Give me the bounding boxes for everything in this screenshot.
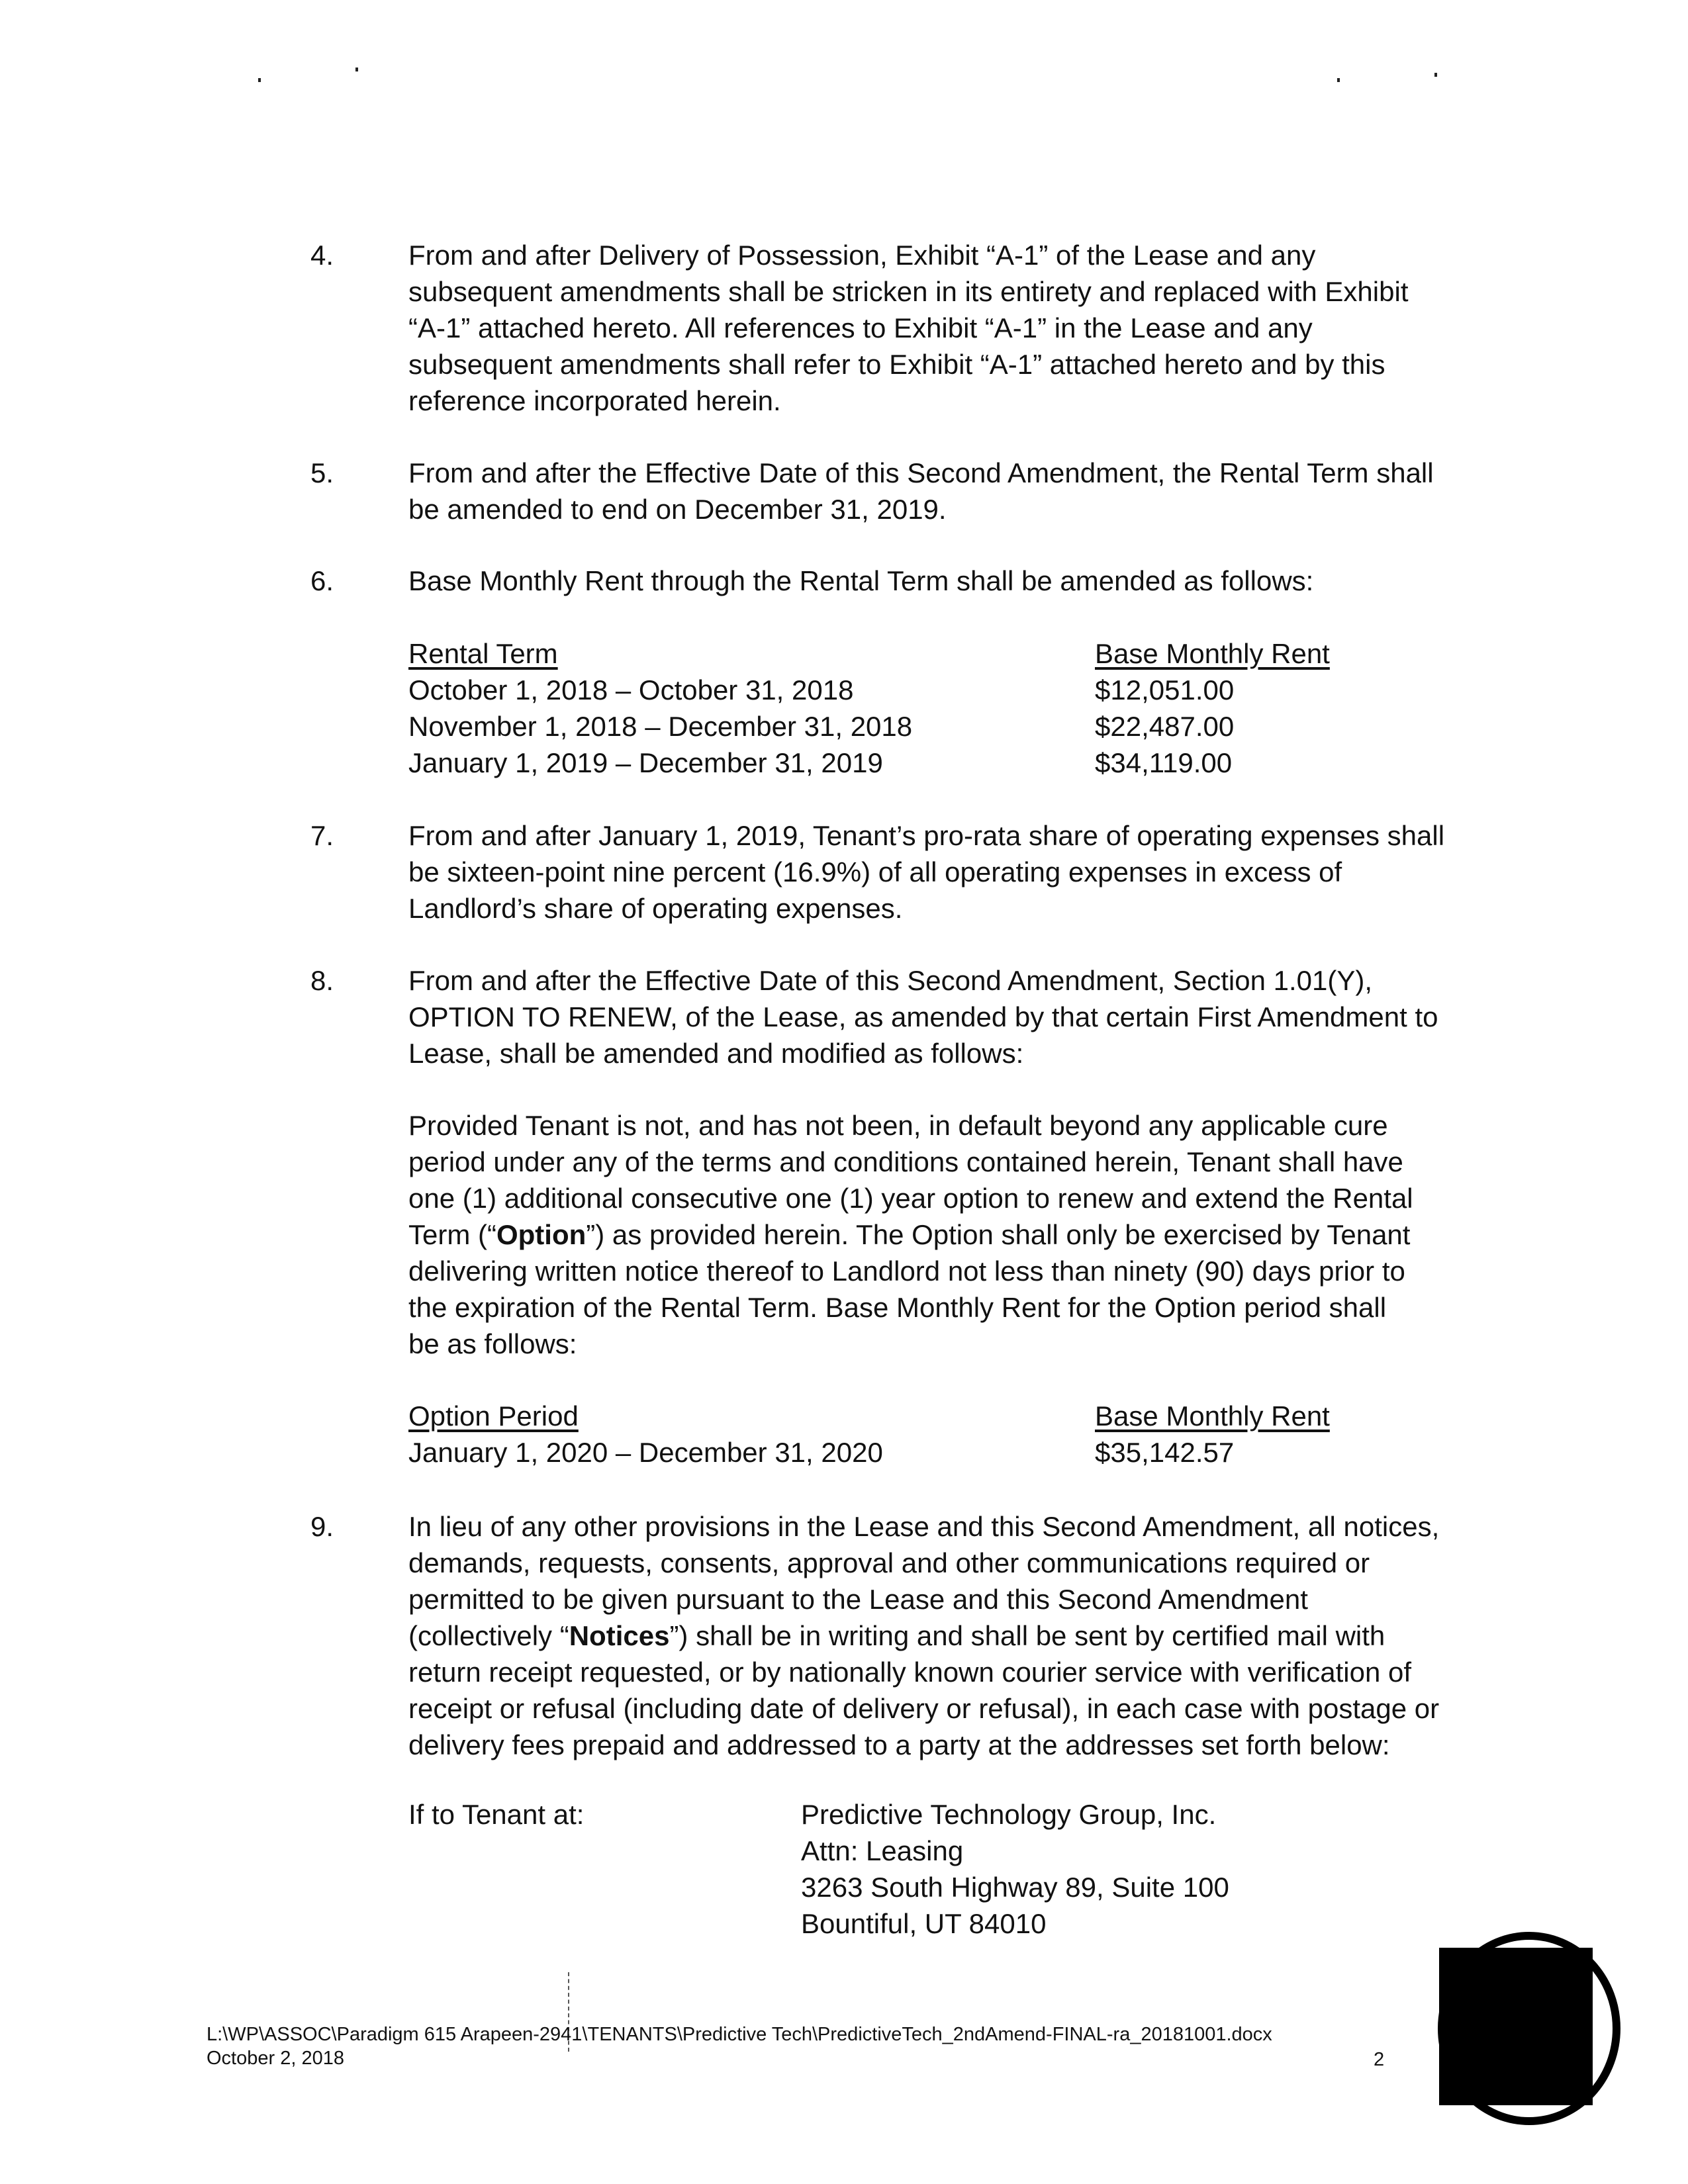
option-table: [408, 1398, 883, 1471]
item-number: 6.: [310, 565, 334, 596]
footer-date: October 2, 2018: [207, 2048, 344, 2069]
paragraph-line: “A-1” attached hereto. All references to Exhibit “A-1” in the Lease and any: [408, 312, 1313, 343]
item-number: 5.: [310, 457, 334, 488]
bold-term: Option: [496, 1219, 586, 1250]
paragraph-line: the expiration of the Rental Term. Base Monthly Rent for the Option period shall: [408, 1292, 1387, 1323]
paragraph-line: reference incorporated herein.: [408, 385, 781, 416]
paragraph-line: demands, requests, consents, approval and other communications required or: [408, 1547, 1370, 1578]
item-paragraph: [408, 962, 1438, 1071]
paragraph-line: From and after the Effective Date of this Second Amendment, the Rental Term shall: [408, 457, 1434, 488]
footer-page-number: 2: [1374, 2049, 1385, 2070]
option-paragraph: [408, 1107, 1413, 1362]
paragraph-line: receipt or refusal (including date of delivery or refusal), in each case with postage or: [408, 1693, 1440, 1724]
paragraph-line: From and after January 1, 2019, Tenant’s pro-rata share of operating expenses shall: [408, 820, 1445, 851]
item-paragraph: [408, 237, 1408, 419]
paragraph-line: Lease, shall be amended and modified as follows:: [408, 1038, 1024, 1069]
paragraph-line: subsequent amendments shall refer to Exhibit “A-1” attached hereto and by this: [408, 349, 1385, 380]
address-line: Bountiful, UT 84010: [801, 1908, 1047, 1939]
option-table-amounts: [1095, 1398, 1330, 1471]
paragraph-line: be sixteen-point nine percent (16.9%) of all operating expenses in excess of: [408, 856, 1342, 887]
paragraph-line: return receipt requested, or by nationally known courier service with verification of: [408, 1657, 1412, 1688]
paragraph-line: (collectively “Notices”) shall be in writing and shall be sent by certified mail with: [408, 1620, 1385, 1651]
paragraph-line: period under any of the terms and conditions contained herein, Tenant shall have: [408, 1146, 1403, 1177]
rent-table-header-rent: Base Monthly Rent: [1095, 638, 1330, 669]
rent-table-row-amount: $22,487.00: [1095, 711, 1235, 742]
paragraph-line: From and after the Effective Date of this Second Amendment, Section 1.01(Y),: [408, 965, 1372, 996]
bold-term: Notices: [569, 1620, 670, 1651]
rent-table-row-term: November 1, 2018 – December 31, 2018: [408, 711, 913, 742]
paragraph-line: Base Monthly Rent through the Rental Term shall be amended as follows:: [408, 565, 1314, 596]
notice-label: If to Tenant at:: [408, 1799, 585, 1830]
item-paragraph: [408, 817, 1444, 927]
paragraph-line: Term (“Option”) as provided herein. The Option shall only be exercised by Tenant: [408, 1219, 1411, 1250]
paragraph-line: delivering written notice thereof to Landlord not less than ninety (90) days prior to: [408, 1255, 1405, 1287]
paragraph-line: be as follows:: [408, 1328, 577, 1359]
paragraph-line: In lieu of any other provisions in the Lease and this Second Amendment, all notices,: [408, 1511, 1440, 1542]
paragraph-line: permitted to be given pursuant to the Lease and this Second Amendment: [408, 1584, 1308, 1615]
rent-table-header-term: Rental Term: [408, 638, 558, 669]
paragraph-line: subsequent amendments shall be stricken in its entirety and replaced with Exhibit: [408, 276, 1409, 307]
option-table-header-rent: Base Monthly Rent: [1095, 1400, 1330, 1432]
option-table-header-period: Option Period: [408, 1400, 579, 1432]
tenant-address: [801, 1796, 1229, 1942]
paragraph-line: From and after Delivery of Possession, Exhibit “A-1” of the Lease and any: [408, 240, 1316, 271]
redacted-initials-stamp: [1423, 1929, 1635, 2128]
rent-table-row-term: October 1, 2018 – October 31, 2018: [408, 674, 854, 705]
item-paragraph: [408, 563, 1313, 599]
rent-table: [408, 635, 912, 781]
paragraph-line: delivery fees prepaid and addressed to a party at the addresses set forth below:: [408, 1729, 1390, 1760]
rent-table-row-amount: $12,051.00: [1095, 674, 1235, 705]
footer-file-path: L:\WP\ASSOC\Paradigm 615 Arapeen-2941\TENANTS\Predictive Tech\PredictiveTech_2ndAmend-FINAL-ra_20181001.docx: [207, 2024, 1272, 2045]
paragraph-line: OPTION TO RENEW, of the Lease, as amended by that certain First Amendment to: [408, 1001, 1438, 1032]
address-line: 3263 South Highway 89, Suite 100: [801, 1872, 1229, 1903]
item-number: 8.: [310, 965, 334, 996]
paragraph-line: be amended to end on December 31, 2019.: [408, 494, 947, 525]
item-paragraph: [408, 455, 1434, 527]
paragraph-line: Provided Tenant is not, and has not been, in default beyond any applicable cure: [408, 1110, 1388, 1141]
address-line: Attn: Leasing: [801, 1835, 964, 1866]
paragraph-line: Landlord’s share of operating expenses.: [408, 893, 903, 924]
option-table-row-period: January 1, 2020 – December 31, 2020: [408, 1437, 883, 1468]
item-paragraph: [408, 1508, 1439, 1763]
item-number: 9.: [310, 1511, 334, 1542]
rent-table-amounts: [1095, 635, 1330, 781]
item-number: 4.: [310, 240, 334, 271]
rent-table-row-amount: $34,119.00: [1095, 747, 1233, 778]
address-line: Predictive Technology Group, Inc.: [801, 1799, 1217, 1830]
option-table-row-amount: $35,142.57: [1095, 1437, 1235, 1468]
paragraph-line: one (1) additional consecutive one (1) year option to renew and extend the Rental: [408, 1183, 1413, 1214]
item-number: 7.: [310, 820, 334, 851]
rent-table-row-term: January 1, 2019 – December 31, 2019: [408, 747, 883, 778]
